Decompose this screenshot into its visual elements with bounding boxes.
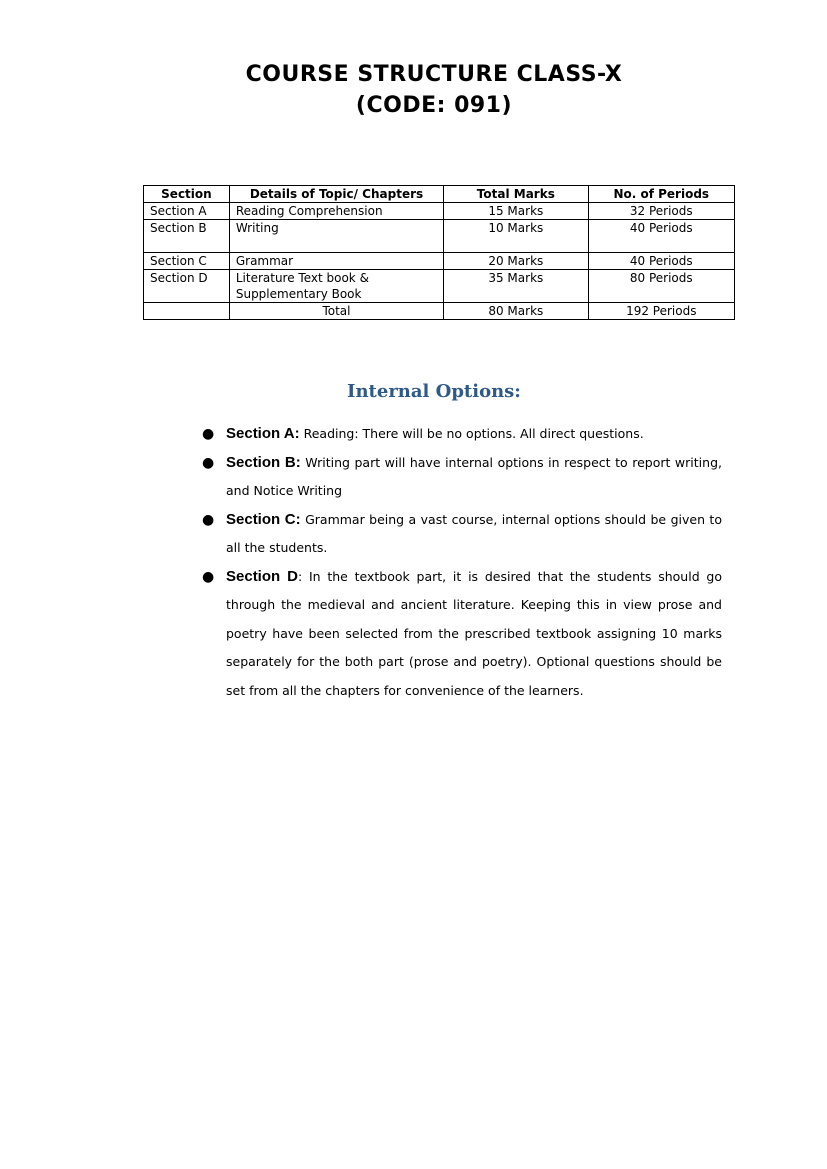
internal-options-list [200, 420, 722, 705]
header-periods: No. of Periods [588, 186, 734, 203]
cell-section: Section B [144, 220, 230, 253]
bullet-icon: ● [202, 568, 215, 585]
header-total-marks: Total Marks [444, 186, 588, 203]
cell-periods: 40 Periods [588, 253, 734, 270]
course-structure-table [143, 185, 735, 320]
table-row [144, 203, 735, 220]
cell-periods: 32 Periods [588, 203, 734, 220]
course-code: (CODE: 091) [355, 93, 513, 118]
bullet-icon: ● [202, 454, 215, 471]
table-total-row [144, 303, 735, 320]
cell-total-label: Total [229, 303, 443, 320]
bullet-icon: ● [202, 426, 215, 442]
page-title: COURSE STRUCTURE CLASS-X [245, 62, 623, 87]
item-text: : In the textbook part, it is desired that the students should go through the medieval and ancient literature. Keeping this in view prose and poetry have been selected from the prescribed textbook assigning 10 marks separately for the both part (prose and poetry). Optional questions should be set from all the chapters for convenience of the learners. [226, 568, 722, 698]
cell-topic-line2: Supplementary Book [235, 287, 362, 301]
item-lead: Section D [226, 567, 298, 585]
cell-periods: 40 Periods [588, 220, 734, 253]
cell-periods: 80 Periods [588, 270, 734, 303]
list-item [200, 563, 722, 706]
item-lead: Section B: [226, 453, 301, 471]
item-text: Writing part will have internal options in respect to report writing, and Notice Writing [226, 454, 722, 498]
item-text: Reading: There will be no options. All direct questions. [299, 426, 644, 441]
cell-marks: 10 Marks [444, 220, 588, 253]
cell-section: Section C [144, 253, 230, 270]
cell-topic: Reading Comprehension [229, 203, 443, 220]
cell-total-marks: 80 Marks [444, 303, 588, 320]
cell-topic-line1: Literature Text book & [235, 271, 369, 285]
list-item [200, 449, 722, 506]
cell-section [144, 303, 230, 320]
item-lead: Section A: [226, 425, 300, 442]
item-lead: Section C: [226, 510, 301, 528]
cell-section: Section D [144, 270, 230, 303]
table-row [144, 220, 735, 253]
header-section: Section [144, 186, 230, 203]
item-text: Grammar being a vast course, internal options should be given to all the students. [226, 511, 722, 555]
cell-section: Section A [144, 203, 230, 220]
bullet-icon: ● [202, 511, 215, 528]
cell-total-periods: 192 Periods [588, 303, 734, 320]
cell-topic: Grammar [229, 253, 443, 270]
cell-marks: 15 Marks [444, 203, 588, 220]
table-header-row [144, 186, 735, 203]
internal-options-heading: Internal Options: [347, 381, 521, 402]
header-details: Details of Topic/ Chapters [229, 186, 443, 203]
table-row [144, 270, 735, 303]
cell-marks: 20 Marks [444, 253, 588, 270]
list-item [200, 420, 722, 449]
cell-topic: Writing [229, 220, 443, 253]
list-item [200, 506, 722, 563]
cell-marks: 35 Marks [444, 270, 588, 303]
table-row [144, 253, 735, 270]
cell-topic [229, 270, 443, 303]
